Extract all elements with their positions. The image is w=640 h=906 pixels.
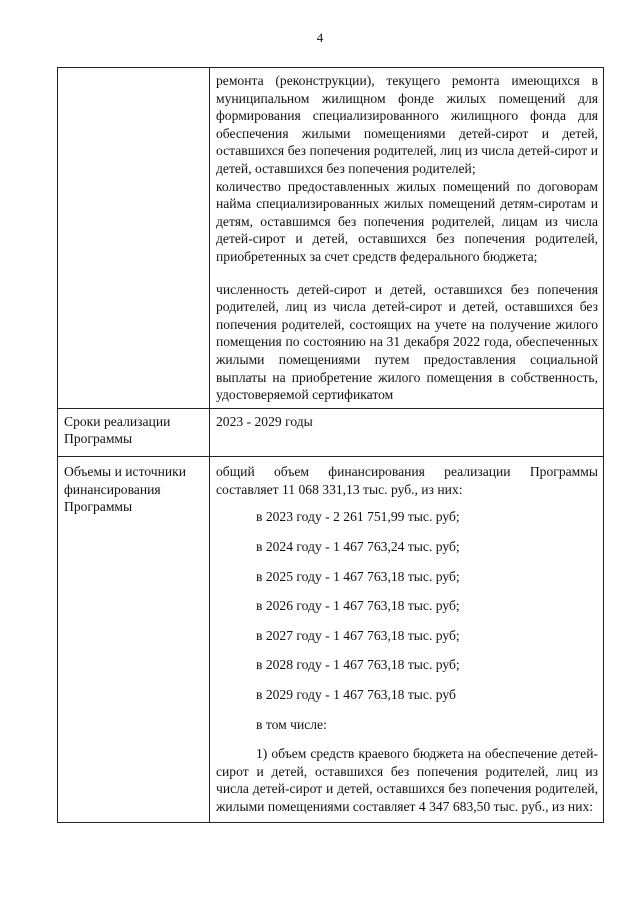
table-row-funding (58, 457, 604, 822)
funding-year-2027: в 2027 году - 1 467 763,18 тыс. руб; (256, 627, 460, 643)
row-label (58, 68, 210, 409)
row-label-timeline: Сроки реализации Программы (58, 408, 210, 457)
funding-year-2025: в 2025 году - 1 467 763,18 тыс. руб; (256, 568, 460, 584)
funding-year-2028: в 2028 году - 1 467 763,18 тыс. руб; (256, 657, 460, 673)
funding-cell (210, 457, 604, 822)
table-row-timeline (58, 408, 604, 457)
funding-total: общий объем финансирования реализации Программы составляет 11 068 331,13 тыс. руб., из них: (216, 464, 598, 497)
indicator-paragraph: ремонта (реконструкции), текущего ремонта имеющихся в муниципальном жилищном фонде жилых помещений для формирования специализированного жилищного фонда для обеспечения жилыми помещениями детей-сирот и детей, оставшихся без попечения родителей, лиц из числа детей-сирот и детей, оставшихся без попечения родителей; (216, 73, 598, 176)
table-row-indicators (58, 68, 604, 409)
timeline-years: 2023 - 2029 годы (216, 413, 313, 429)
timeline-value (210, 408, 604, 457)
funding-year-2023: в 2023 году - 2 261 751,99 тыс. руб; (256, 509, 460, 525)
program-passport-table (57, 67, 604, 823)
funding-year-2029: в 2029 году - 1 467 763,18 тыс. руб (256, 687, 456, 703)
indicator-paragraph: количество предоставленных жилых помещений по договорам найма специализированных жилых помещений детям-сиротам и детям, оставшимся без попечения родителей, лицам из числа детей-сирот и детей, оставшихся без попечения родителей, приобретенных за счет средств федерального бюджета; (216, 178, 598, 264)
page-number: 4 (316, 30, 324, 45)
row-label-funding: Объемы и источники финансирования Программы (58, 457, 210, 822)
funding-item-regional: 1) объем средств краевого бюджета на обеспечение детей-сирот и детей, оставшихся без попечения родителей, лиц из числа детей-сирот и детей, оставшихся без попечения родителей, жилыми помещениями составляет 4 347 683,50 тыс. руб., из них: (216, 746, 598, 814)
indicator-paragraph: численность детей-сирот и детей, оставшихся без попечения родителей, лиц из числа детей-сирот и детей, оставшихся без попечения родителей, состоящих на учете на получение жилого помещения по состоянию на 31 декабря 2022 года, обеспеченных жилыми помещениями путем предоставления социальной выплаты на приобретение жилого помещения в собственность, удостоверяемой сертификатом (216, 281, 598, 403)
funding-year-2026: в 2026 году - 1 467 763,18 тыс. руб; (256, 598, 460, 614)
indicators-cell (210, 68, 604, 409)
funding-year-2024: в 2024 году - 1 467 763,24 тыс. руб; (256, 539, 460, 555)
funding-including: в том числе: (256, 716, 327, 732)
